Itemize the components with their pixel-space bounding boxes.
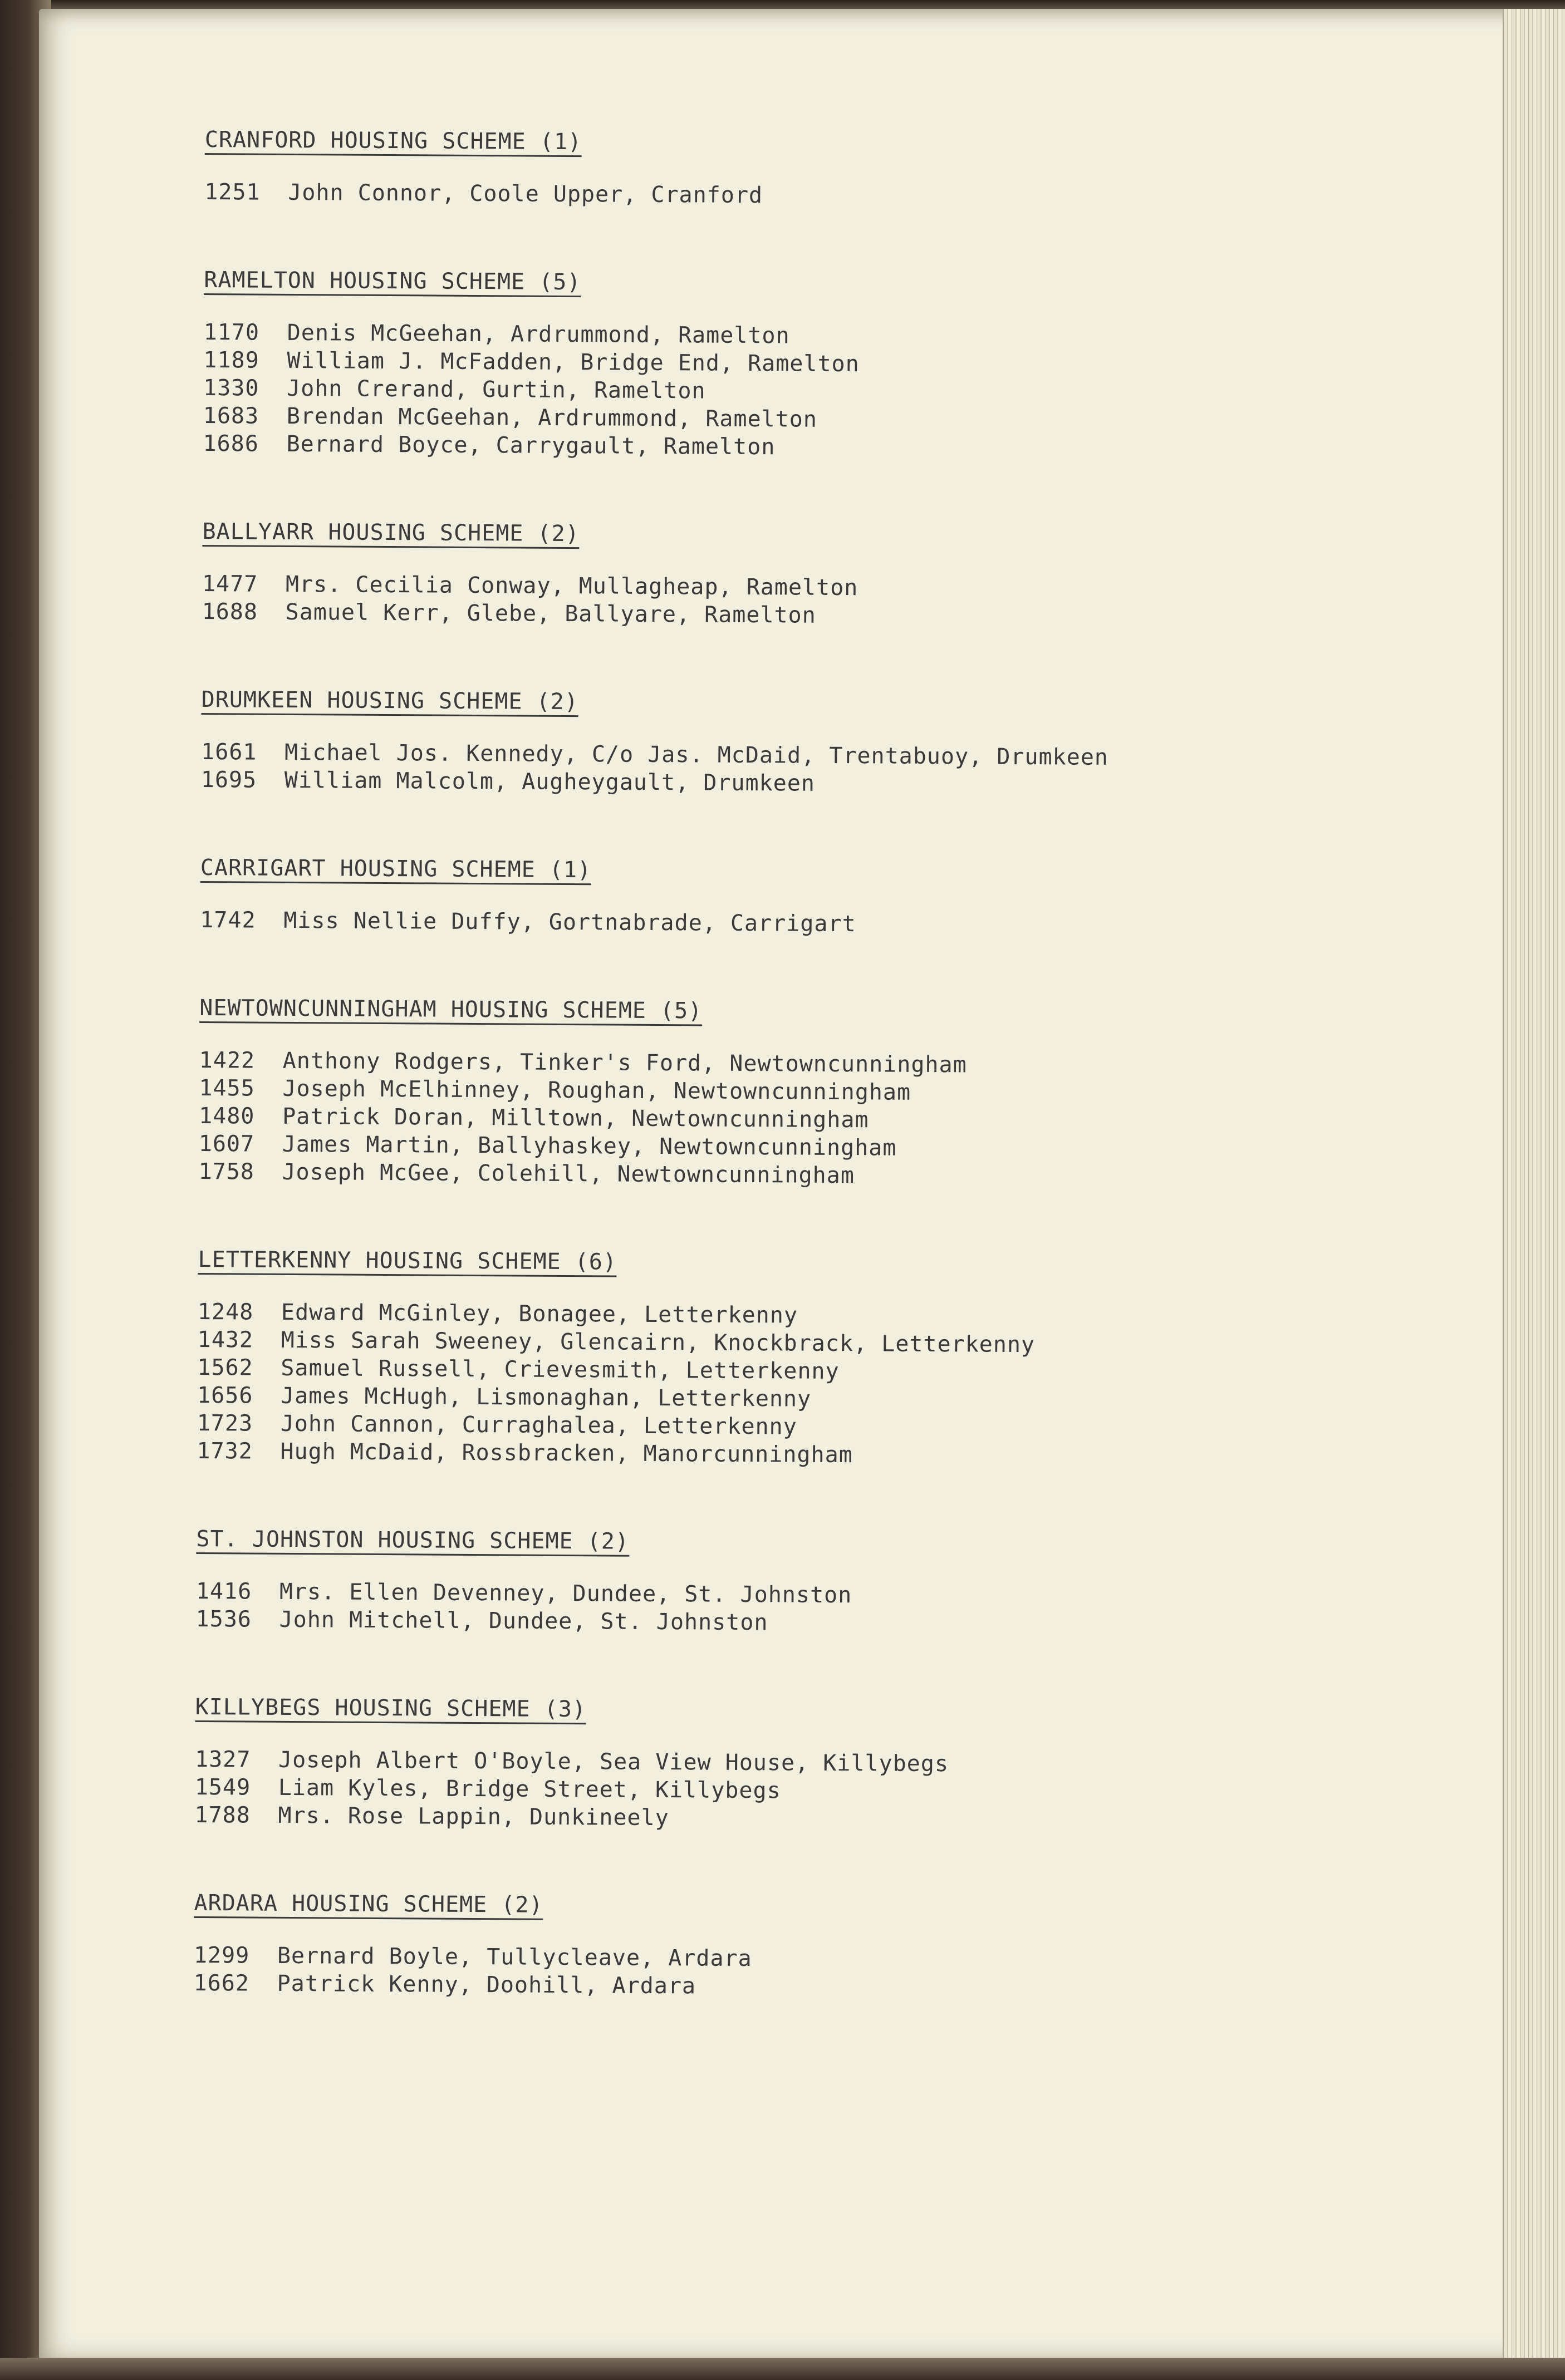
- entry-number: 1656: [197, 1382, 253, 1409]
- entry-number: 1723: [197, 1410, 253, 1437]
- entry-number: 1432: [197, 1326, 254, 1353]
- entry-number: 1330: [203, 375, 259, 401]
- housing-scheme-section: [203, 267, 1484, 465]
- entry-name-address: John Cannon, Curraghalea, Letterkenny: [280, 1410, 797, 1440]
- entry-number: 1562: [197, 1354, 253, 1381]
- housing-scheme-section: [193, 1890, 1474, 2005]
- entry-number: 1416: [195, 1578, 252, 1605]
- entry-name-address: Patrick Doran, Milltown, Newtowncunningham: [282, 1103, 869, 1133]
- entry-number: 1607: [198, 1130, 255, 1157]
- entry-name-address: Mrs. Rose Lappin, Dunkineely: [278, 1802, 669, 1831]
- entry-number: 1683: [203, 402, 259, 429]
- housing-scheme-section: [198, 995, 1480, 1193]
- entry-name-address: Liam Kyles, Bridge Street, Killybegs: [278, 1774, 781, 1804]
- entry-number: 1688: [202, 598, 258, 625]
- entry-name-address: John Mitchell, Dundee, St. Johnston: [279, 1606, 768, 1636]
- housing-scheme-section: [195, 1526, 1476, 1641]
- entry-number: 1732: [197, 1438, 253, 1464]
- entry-name-address: John Connor, Coole Upper, Cranford: [288, 179, 763, 209]
- housing-scheme-section: [202, 519, 1483, 633]
- page-edges: [1503, 9, 1565, 2360]
- entry-number: 1788: [194, 1802, 251, 1828]
- section-heading: BALLYARR HOUSING SCHEME (2): [202, 519, 580, 549]
- entry-name-address: James McHugh, Lismonaghan, Letterkenny: [280, 1383, 812, 1412]
- entry-name-address: William J. McFadden, Bridge End, Ramelton: [287, 347, 860, 377]
- entry-name-address: Joseph McGee, Colehill, Newtowncunningham: [282, 1159, 855, 1189]
- entry-name-address: Mrs. Ellen Devenney, Dundee, St. Johnston: [279, 1579, 852, 1609]
- entry-number: 1686: [203, 430, 259, 457]
- section-heading: NEWTOWNCUNNINGHAM HOUSING SCHEME (5): [199, 996, 702, 1026]
- binding-bottom-edge: [0, 2358, 1565, 2380]
- entry-number: 1742: [200, 907, 256, 933]
- entry-number: 1189: [203, 347, 259, 373]
- section-heading: KILLYBEGS HOUSING SCHEME (3): [195, 1695, 586, 1724]
- entry-number: 1480: [199, 1103, 255, 1129]
- entry-name-address: Michael Jos. Kennedy, C/o Jas. McDaid, Trentabuoy, Drumkeen: [284, 739, 1109, 770]
- entry-number: 1661: [200, 739, 257, 765]
- section-heading: DRUMKEEN HOUSING SCHEME (2): [202, 687, 579, 717]
- entry-name-address: James Martin, Ballyhaskey, Newtowncunningham: [282, 1131, 897, 1161]
- entry-number: 1248: [197, 1299, 254, 1325]
- entry-number: 1455: [199, 1075, 255, 1102]
- entry-number: 1695: [200, 766, 257, 793]
- entry-name-address: Bernard Boyle, Tullycleave, Ardara: [277, 1943, 752, 1972]
- housing-scheme-section: [197, 1247, 1478, 1473]
- entry-name-address: John Crerand, Gurtin, Ramelton: [286, 375, 706, 404]
- entry-name-address: Denis McGeehan, Ardrummond, Ramelton: [287, 319, 790, 349]
- section-heading: ST. JOHNSTON HOUSING SCHEME (2): [196, 1527, 629, 1557]
- housing-scheme-section: [201, 687, 1482, 801]
- entry-name-address: Edward McGinley, Bonagee, Letterkenny: [281, 1299, 798, 1329]
- entry-number: 1662: [193, 1970, 250, 1997]
- section-heading: CARRIGART HOUSING SCHEME (1): [200, 855, 592, 885]
- list-item: [200, 906, 1480, 942]
- entry-name-address: Mrs. Cecilia Conway, Mullagheap, Ramelton: [285, 571, 858, 601]
- entry-name-address: Patrick Kenny, Doohill, Ardara: [277, 1970, 696, 1999]
- entry-number: 1536: [195, 1606, 252, 1632]
- entry-name-address: Anthony Rodgers, Tinker's Ford, Newtowncunningham: [282, 1048, 967, 1078]
- entry-name-address: Samuel Kerr, Glebe, Ballyare, Ramelton: [285, 599, 816, 628]
- entry-number: 1549: [194, 1774, 251, 1801]
- housing-scheme-section: [204, 127, 1485, 214]
- entry-name-address: Hugh McDaid, Rossbracken, Manorcunningham: [280, 1438, 853, 1468]
- entry-name-address: Miss Nellie Duffy, Gortnabrade, Carrigart: [283, 907, 856, 937]
- entry-name-address: Miss Sarah Sweeney, Glencairn, Knockbrack, Letterkenny: [281, 1327, 1036, 1358]
- section-heading: CRANFORD HOUSING SCHEME (1): [205, 127, 582, 157]
- housing-scheme-section: [200, 855, 1481, 942]
- document-body: [193, 127, 1485, 2066]
- section-heading: RAMELTON HOUSING SCHEME (5): [204, 268, 581, 297]
- entry-number: 1251: [204, 179, 261, 205]
- list-item: [204, 178, 1485, 214]
- entry-number: 1477: [202, 571, 258, 597]
- section-heading: ARDARA HOUSING SCHEME (2): [194, 1891, 543, 1920]
- entry-number: 1327: [194, 1746, 251, 1773]
- entry-name-address: Joseph Albert O'Boyle, Sea View House, Killybegs: [278, 1747, 949, 1777]
- entry-number: 1170: [203, 319, 260, 346]
- entry-name-address: Joseph McElhinney, Roughan, Newtowncunningham: [282, 1075, 911, 1105]
- entry-name-address: Brendan McGeehan, Ardrummond, Ramelton: [286, 403, 818, 432]
- entry-name-address: William Malcolm, Augheygault, Drumkeen: [284, 767, 816, 796]
- entry-name-address: Bernard Boyce, Carrygault, Ramelton: [286, 431, 776, 460]
- entry-name-address: Samuel Russell, Crievesmith, Letterkenny: [281, 1355, 840, 1385]
- entry-number: 1299: [193, 1942, 250, 1969]
- entry-number: 1422: [199, 1047, 256, 1074]
- section-heading: LETTERKENNY HOUSING SCHEME (6): [198, 1247, 617, 1277]
- entry-number: 1758: [198, 1158, 255, 1185]
- housing-scheme-section: [194, 1694, 1475, 1837]
